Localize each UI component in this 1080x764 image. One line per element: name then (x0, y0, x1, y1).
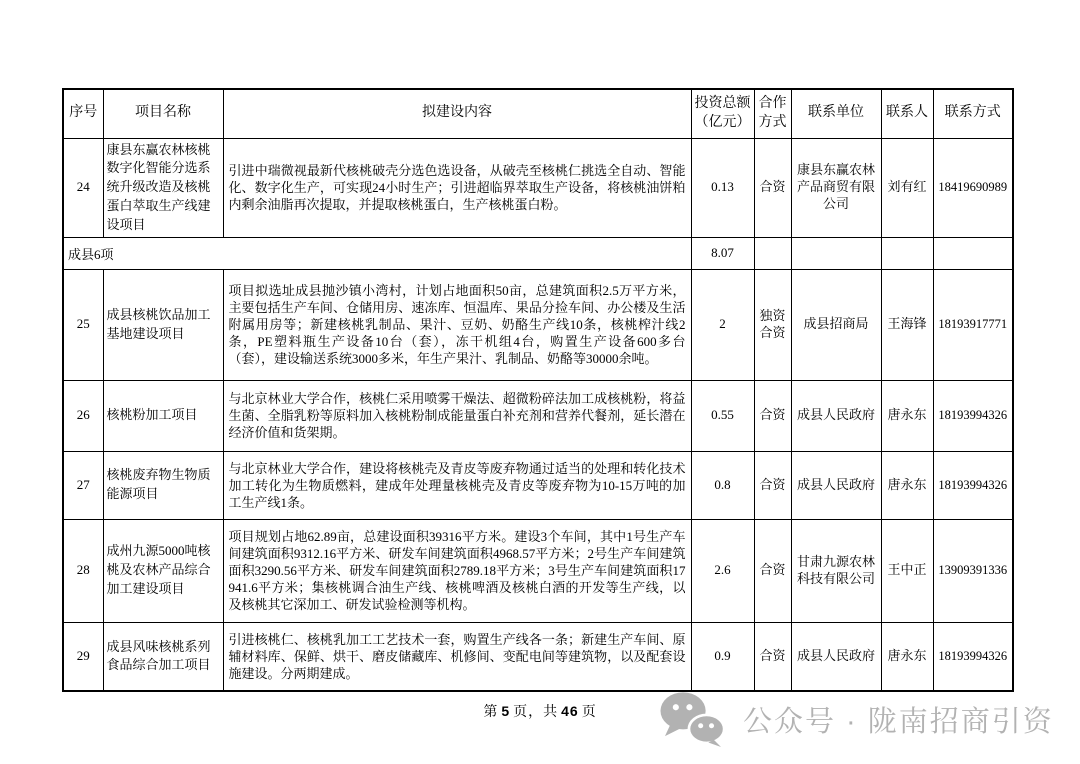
cell-project-name: 成州九源5000吨核桃及农林产品综合加工建设项目 (103, 519, 223, 622)
table-row-28 (63, 519, 1013, 622)
table-row-25 (63, 269, 1013, 380)
cell-unit: 甘肃九源农林科技有限公司 (791, 519, 881, 622)
cell-unit: 成县招商局 (791, 269, 881, 380)
cell-content: 引进中瑞微视最新代核桃破壳分选色选设备，从破壳至核桃仁挑选全自动、智能化、数字化生产，可实现24小时生产；引进超临界萃取生产设备，将核桃油饼粕内剩余油脂再次提取，并提取核桃蛋白，生产核桃蛋白粉。 (223, 138, 691, 237)
cell-no: 24 (63, 138, 103, 237)
header-investment: 投资总额（亿元） (691, 89, 754, 138)
cell-unit: 康县东赢农林产品商贸有限公司 (791, 138, 881, 237)
page-suffix: 页 (581, 705, 597, 720)
cell-investment: 2.6 (691, 519, 754, 622)
table-row-29 (63, 622, 1013, 691)
investment-projects-table (62, 88, 1014, 692)
empty-cell (754, 237, 791, 269)
table-header-row (63, 89, 1013, 138)
cell-project-name: 成县核桃饮品加工基地建设项目 (103, 269, 223, 380)
cell-project-name: 核桃废弃物生物质能源项目 (103, 451, 223, 519)
cell-phone: 13909391336 (933, 519, 1013, 622)
cell-person: 唐永东 (881, 622, 933, 691)
cell-unit: 成县人民政府 (791, 622, 881, 691)
cell-no: 25 (63, 269, 103, 380)
cell-content: 与北京林业大学合作，建设将核桃壳及青皮等废弃物通过适当的处理和转化技术加工转化为生物质燃料，建成年处理量核桃壳及青皮等废弃物为10-15万吨的加工生产线1条。 (223, 451, 691, 519)
header-phone: 联系方式 (933, 89, 1013, 138)
cell-person: 王海锋 (881, 269, 933, 380)
page-prefix: 第 (483, 705, 499, 720)
header-project-name: 项目名称 (103, 89, 223, 138)
cell-mode: 合资 (754, 380, 791, 451)
cell-no: 27 (63, 451, 103, 519)
subtotal-label: 成县6项 (63, 237, 691, 269)
cell-project-name: 康县东赢农林核桃数字化智能分选系统升级改造及核桃蛋白萃取生产线建设项目 (103, 138, 223, 237)
cell-person: 唐永东 (881, 380, 933, 451)
cell-mode: 合资 (754, 622, 791, 691)
cell-content: 项目规划占地62.89亩，总建设面积39316平方米。建设3个车间，其中1号生产车间建筑面积9312.16平方米、研发车间建筑面积4968.57平方米；2号生产车间建筑面积3290.56平方米、研发车间建筑面积2789.18平方米；3号生产车间建筑面积17941.6平方米；集核桃调合油生产线、核桃啤酒及核桃白酒的开发等生产线，以及核桃其它深加工、研发试验检测等机构。 (223, 519, 691, 622)
cell-content: 引进核桃仁、核桃乳加工工艺技术一套，购置生产线各一条；新建生产车间、原辅材料库、保鲜、烘干、磨皮储藏库、机修间、变配电间等建筑物，以及配套设施建设。分两期建成。 (223, 622, 691, 691)
empty-cell (791, 237, 881, 269)
cell-unit: 成县人民政府 (791, 380, 881, 451)
empty-cell (933, 237, 1013, 269)
header-unit: 联系单位 (791, 89, 881, 138)
cell-no: 28 (63, 519, 103, 622)
header-person: 联系人 (881, 89, 933, 138)
cell-phone: 18193917771 (933, 269, 1013, 380)
cell-investment: 0.8 (691, 451, 754, 519)
cell-unit: 成县人民政府 (791, 451, 881, 519)
cell-mode: 合资 (754, 519, 791, 622)
cell-person: 王中正 (881, 519, 933, 622)
empty-cell (881, 237, 933, 269)
cell-phone: 18193994326 (933, 380, 1013, 451)
table-row-24 (63, 138, 1013, 237)
table-row-27 (63, 451, 1013, 519)
cell-no: 26 (63, 380, 103, 451)
cell-phone: 18193994326 (933, 622, 1013, 691)
header-content: 拟建设内容 (223, 89, 691, 138)
header-no: 序号 (63, 89, 103, 138)
cell-person: 唐永东 (881, 451, 933, 519)
cell-phone: 18193994326 (933, 451, 1013, 519)
page-middle: 页，共 (513, 705, 559, 720)
cell-mode: 合资 (754, 138, 791, 237)
wechat-icon (658, 691, 728, 747)
cell-content: 与北京林业大学合作，核桃仁采用喷雾干燥法、超微粉碎法加工成核桃粉，将益生菌、全脂乳粉等原料加入核桃粉制成能量蛋白补充剂和营养代餐剂，延长潜在经济价值和货架期。 (223, 380, 691, 451)
cell-person: 刘有红 (881, 138, 933, 237)
cell-mode: 独资合资 (754, 269, 791, 380)
cell-investment: 2 (691, 269, 754, 380)
subtotal-row (63, 237, 1013, 269)
table-row-26 (63, 380, 1013, 451)
cell-content: 项目拟选址成县抛沙镇小湾村，计划占地面积50亩，总建筑面积2.5万平方米，主要包括生产车间、仓储用房、速冻库、恒温库、果品分捡车间、办公楼及生活附属用房等；新建核桃乳制品、果汁、豆奶、奶酪生产线10条，核桃榨汁线2条，PE塑料瓶生产设备10台（套），冻干机组4台，购置生产设备600多台（套），建设输送系统3000多米，年生产果汁、乳制品、奶酪等30000余吨。 (223, 269, 691, 380)
cell-phone: 18419690989 (933, 138, 1013, 237)
subtotal-investment: 8.07 (691, 237, 754, 269)
watermark-text: 公众号 · 陇南招商引资 (743, 705, 1054, 738)
page-current: 5 (501, 703, 511, 719)
cell-investment: 0.9 (691, 622, 754, 691)
cell-mode: 合资 (754, 451, 791, 519)
cell-investment: 0.55 (691, 380, 754, 451)
cell-investment: 0.13 (691, 138, 754, 237)
cell-project-name: 核桃粉加工项目 (103, 380, 223, 451)
cell-no: 29 (63, 622, 103, 691)
page-total: 46 (561, 703, 579, 719)
cell-project-name: 成县风味核桃系列食品综合加工项目 (103, 622, 223, 691)
header-mode: 合作方式 (754, 89, 791, 138)
watermark (658, 691, 1054, 747)
